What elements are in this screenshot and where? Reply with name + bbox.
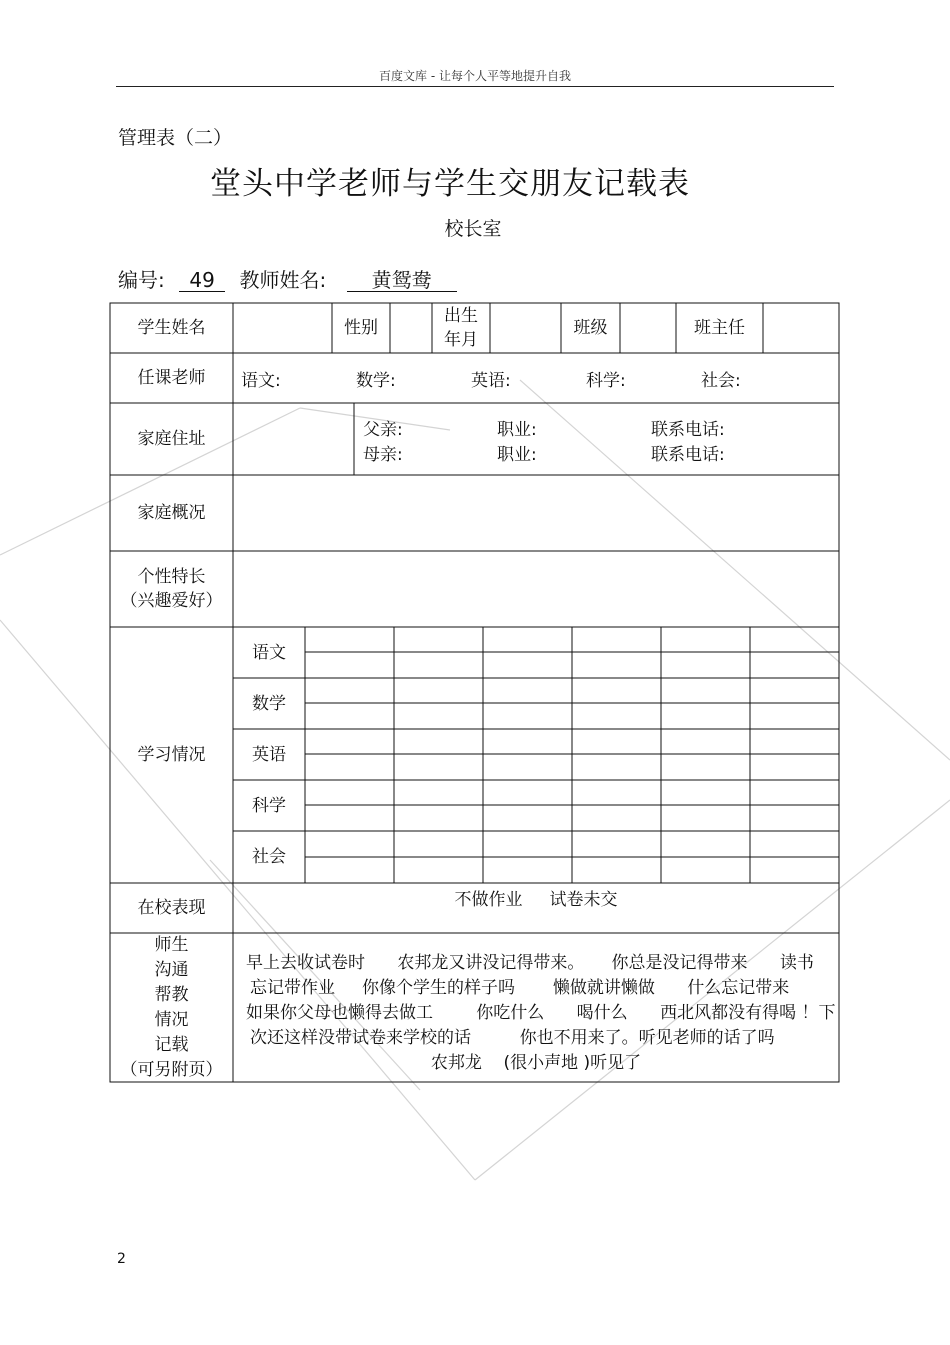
study-records-grid[interactable]	[305, 627, 839, 883]
mother-label: 母亲:	[363, 445, 403, 465]
teacher-english-label: 英语:	[471, 371, 511, 391]
teacher-science-label: 科学:	[586, 371, 626, 391]
field-student-name[interactable]	[233, 303, 332, 353]
personality-line-2: （兴趣爱好）	[120, 591, 223, 611]
comm-label-line-6: （可另附页）	[120, 1059, 223, 1080]
document-label: 管理表（二）	[118, 127, 233, 149]
comm-line-4: 次还这样没带试卷来学校的话 你也不用来了。听见老师的话了吗	[250, 1028, 775, 1048]
subject-chinese: 语文	[252, 642, 286, 663]
label-communication-record	[110, 933, 233, 1082]
teacher-social-label: 社会:	[701, 371, 741, 391]
label-gender: 性别	[344, 318, 378, 338]
comm-label-line-4: 情况	[154, 1009, 189, 1030]
field-head-teacher[interactable]	[763, 303, 839, 353]
comm-line-3: 如果你父母也懒得去做工 你吃什么 喝什么 西北风都没有得喝 ！下	[246, 1003, 836, 1023]
mother-phone-label: 联系电话:	[651, 445, 725, 465]
label-personality-hobbies	[110, 551, 233, 627]
father-label: 父亲:	[363, 420, 403, 440]
field-home-address[interactable]	[233, 403, 354, 475]
teacher-math-label: 数学:	[356, 371, 396, 391]
field-personality-hobbies[interactable]	[233, 551, 839, 627]
father-phone-label: 联系电话:	[651, 420, 725, 440]
teacher-name-label: 教师姓名:	[239, 268, 327, 292]
comm-label-line-1: 师生	[154, 934, 189, 955]
label-class: 班级	[573, 318, 608, 338]
label-subject-teachers: 任课老师	[137, 368, 206, 388]
label-home-address: 家庭住址	[137, 429, 206, 449]
title-text: 堂头中学老师与学生交朋友记载表	[210, 166, 690, 202]
teacher-chinese-label: 语文:	[241, 371, 281, 391]
number-label: 编号:	[118, 268, 165, 292]
field-class[interactable]	[620, 303, 676, 353]
subject-english: 英语	[252, 744, 286, 765]
school-behavior-content: 不做作业 试卷未交	[454, 890, 618, 910]
field-family-overview[interactable]	[233, 475, 839, 551]
birth-line-2: 年月	[444, 330, 478, 350]
mother-job-label: 职业:	[497, 445, 537, 465]
label-family-overview: 家庭概况	[137, 503, 206, 523]
comm-label-line-2: 沟通	[154, 959, 189, 980]
teacher-name-value: 黄鸳鸯	[347, 269, 457, 292]
birth-line-1: 出生	[444, 306, 478, 326]
comm-label-line-5: 记载	[154, 1034, 189, 1055]
label-school-behavior: 在校表现	[137, 898, 206, 918]
subtitle: 校长室	[444, 218, 502, 240]
subject-math: 数学	[252, 693, 286, 714]
label-study-status: 学习情况	[137, 745, 206, 765]
subject-science: 科学	[252, 795, 286, 816]
comm-label-line-3: 帮教	[154, 984, 189, 1005]
label-student-name: 学生姓名	[137, 318, 206, 338]
personality-line-1: 个性特长	[137, 567, 206, 587]
field-birth-date[interactable]	[490, 303, 561, 353]
field-gender[interactable]	[390, 303, 432, 353]
father-job-label: 职业:	[497, 420, 537, 440]
label-head-teacher: 班主任	[694, 318, 745, 338]
page-number: 2	[117, 1251, 126, 1267]
page-header: 百度文库 - 让每个人平等地提升自我	[379, 69, 571, 83]
label-birth-date	[432, 303, 490, 353]
subject-social: 社会	[252, 847, 286, 867]
comm-line-2: 忘记带作业 你像个学生的样子吗 懒做就讲懒做 什么忘记带来	[250, 978, 790, 998]
number-value: 49	[179, 269, 225, 292]
comm-line-5: 农邦龙 (很小声地 )听见了	[430, 1053, 642, 1073]
comm-line-1: 早上去收试卷时 农邦龙又讲没记得带来。 你总是没记得带来 读书	[246, 953, 814, 973]
